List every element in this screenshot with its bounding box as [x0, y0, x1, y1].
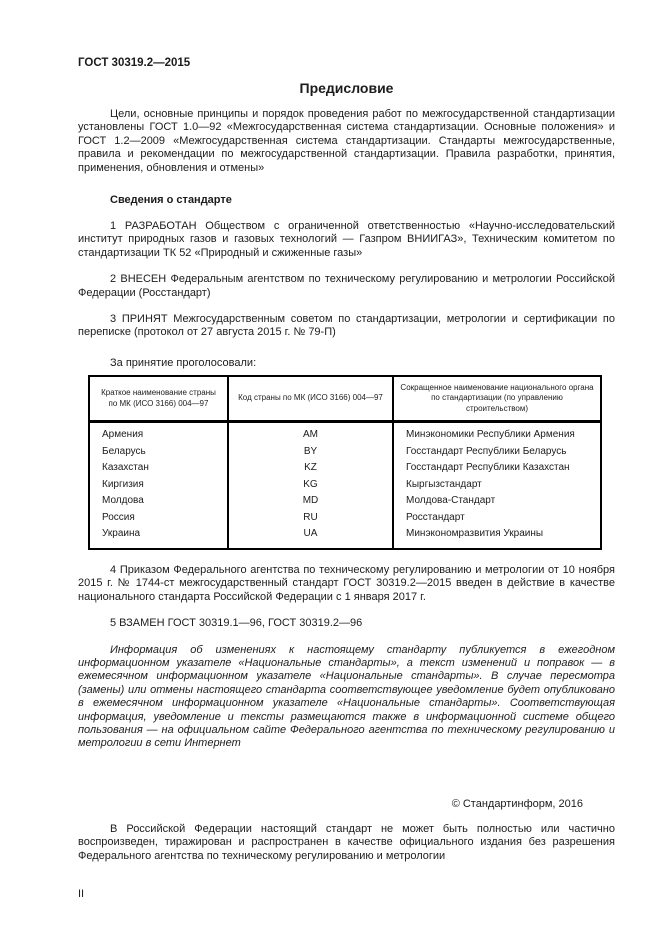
cell-code: RU	[228, 510, 393, 527]
item-3-adopted: 3 ПРИНЯТ Межгосударственным советом по стандартизации, метрологии и сертификации по переписке (протокол от 27 августа 2015 г. № 79-П)	[78, 313, 615, 339]
table-header-row	[89, 376, 601, 422]
cell-code: AM	[228, 422, 393, 444]
cell-code: UA	[228, 526, 393, 549]
table-row	[89, 493, 601, 510]
header-org: Сокращенное наименование национального органа по стандартизации (по управлению строительством)	[393, 376, 601, 422]
table-row	[89, 460, 601, 477]
cell-code: MD	[228, 493, 393, 510]
header-code: Код страны по МК (ИСО 3166) 004—97	[228, 376, 393, 422]
table-row	[89, 526, 601, 549]
cell-country: Казахстан	[102, 462, 149, 474]
amendments-note: Информация об изменениях к настоящему стандарту публикуется в ежегодном информационном указателе «Национальные стандарты», а текст изменений и поправок — в ежемесячном информационном указателе «Национальные стандарты». В случае пересмотра (замены) или отмены настоящего стандарта соответствующее уведомление будет опубликовано в ежемесячном информационном указателе «Национальные стандарты». Соответствующая информация, уведомление и тексты размещаются также в информационной системе общего пользования — на официальном сайте Федерального агентства по техническому регулированию и метрологии в сети Интернет	[78, 643, 615, 750]
table-row	[89, 422, 601, 444]
item-1-developed: 1 РАЗРАБОТАН Обществом с ограниченной ответственностью «Научно-исследовательский институт природных газов и газовых технологий — Газпром ВНИИГАЗ», Техническим комитетом по стандартизации ТК 52 «Природный и сжиженные газы»	[78, 220, 615, 259]
vote-table	[88, 375, 602, 550]
doc-code: ГОСТ 30319.2—2015	[78, 57, 191, 69]
cell-org: Росстандарт	[393, 510, 601, 527]
cell-code: KZ	[228, 460, 393, 477]
table-row	[89, 510, 601, 527]
cell-country: Киргизия	[102, 478, 144, 490]
page-title: Предисловие	[299, 80, 394, 96]
reproduction-restriction: В Российской Федерации настоящий стандарт не может быть полностью или частично воспроизведен, тиражирован и распространен в качестве официального издания без разрешения Федерального агентства по техническому регулированию и метрологии	[78, 822, 615, 862]
item-2-submitted: 2 ВНЕСЕН Федеральным агентством по техническому регулированию и метрологии Российской Федерации (Росстандарт)	[78, 273, 615, 299]
standard-info-heading: Сведения о стандарте	[110, 194, 232, 207]
cell-org: Молдова-Стандарт	[393, 493, 601, 510]
cell-country: Армения	[102, 429, 144, 441]
vote-line: За принятие проголосовали:	[110, 356, 257, 369]
cell-country: Беларусь	[102, 445, 146, 457]
vote-table-container	[78, 375, 615, 550]
table-row	[89, 477, 601, 494]
cell-org: Минэкономразвития Украины	[393, 526, 601, 549]
item-5-replaces: 5 ВЗАМЕН ГОСТ 30319.1—96, ГОСТ 30319.2—96	[110, 617, 363, 630]
cell-code: KG	[228, 477, 393, 494]
cell-country: Молдова	[102, 495, 144, 507]
cell-org: Госстандарт Республики Казахстан	[393, 460, 601, 477]
table-row	[89, 444, 601, 461]
cell-org: Минэкономики Республики Армения	[393, 422, 601, 444]
copyright-line: © Стандартинформ, 2016	[451, 797, 583, 810]
page-number: II	[78, 887, 85, 900]
cell-code: BY	[228, 444, 393, 461]
cell-country: Россия	[102, 511, 135, 523]
intro-paragraph: Цели, основные принципы и порядок проведения работ по межгосударственной стандартизации установлены ГОСТ 1.0—92 «Межгосударственная система стандартизации. Основные положения» и ГОСТ 1.2—2009 «Межгосударственная система стандартизации. Стандарты межгосударственные, правила и рекомендации по межгосударственной стандартизации. Правила разработки, принятия, применения, обновления и отмены»	[78, 108, 615, 174]
header-country: Краткое наименование страны по МК (ИСО 3166) 004—97	[89, 376, 228, 422]
cell-org: Госстандарт Республики Беларусь	[393, 444, 601, 461]
cell-country: Украина	[102, 528, 141, 540]
cell-org: Кыргызстандарт	[393, 477, 601, 494]
item-4-order: 4 Приказом Федерального агентства по техническому регулированию и метрологии от 10 ноября 2015 г. № 1744-ст межгосударственный стандарт ГОСТ 30319.2—2015 введен в действие в качестве национального стандарта Российской Федерации с 1 января 2017 г.	[78, 563, 615, 603]
